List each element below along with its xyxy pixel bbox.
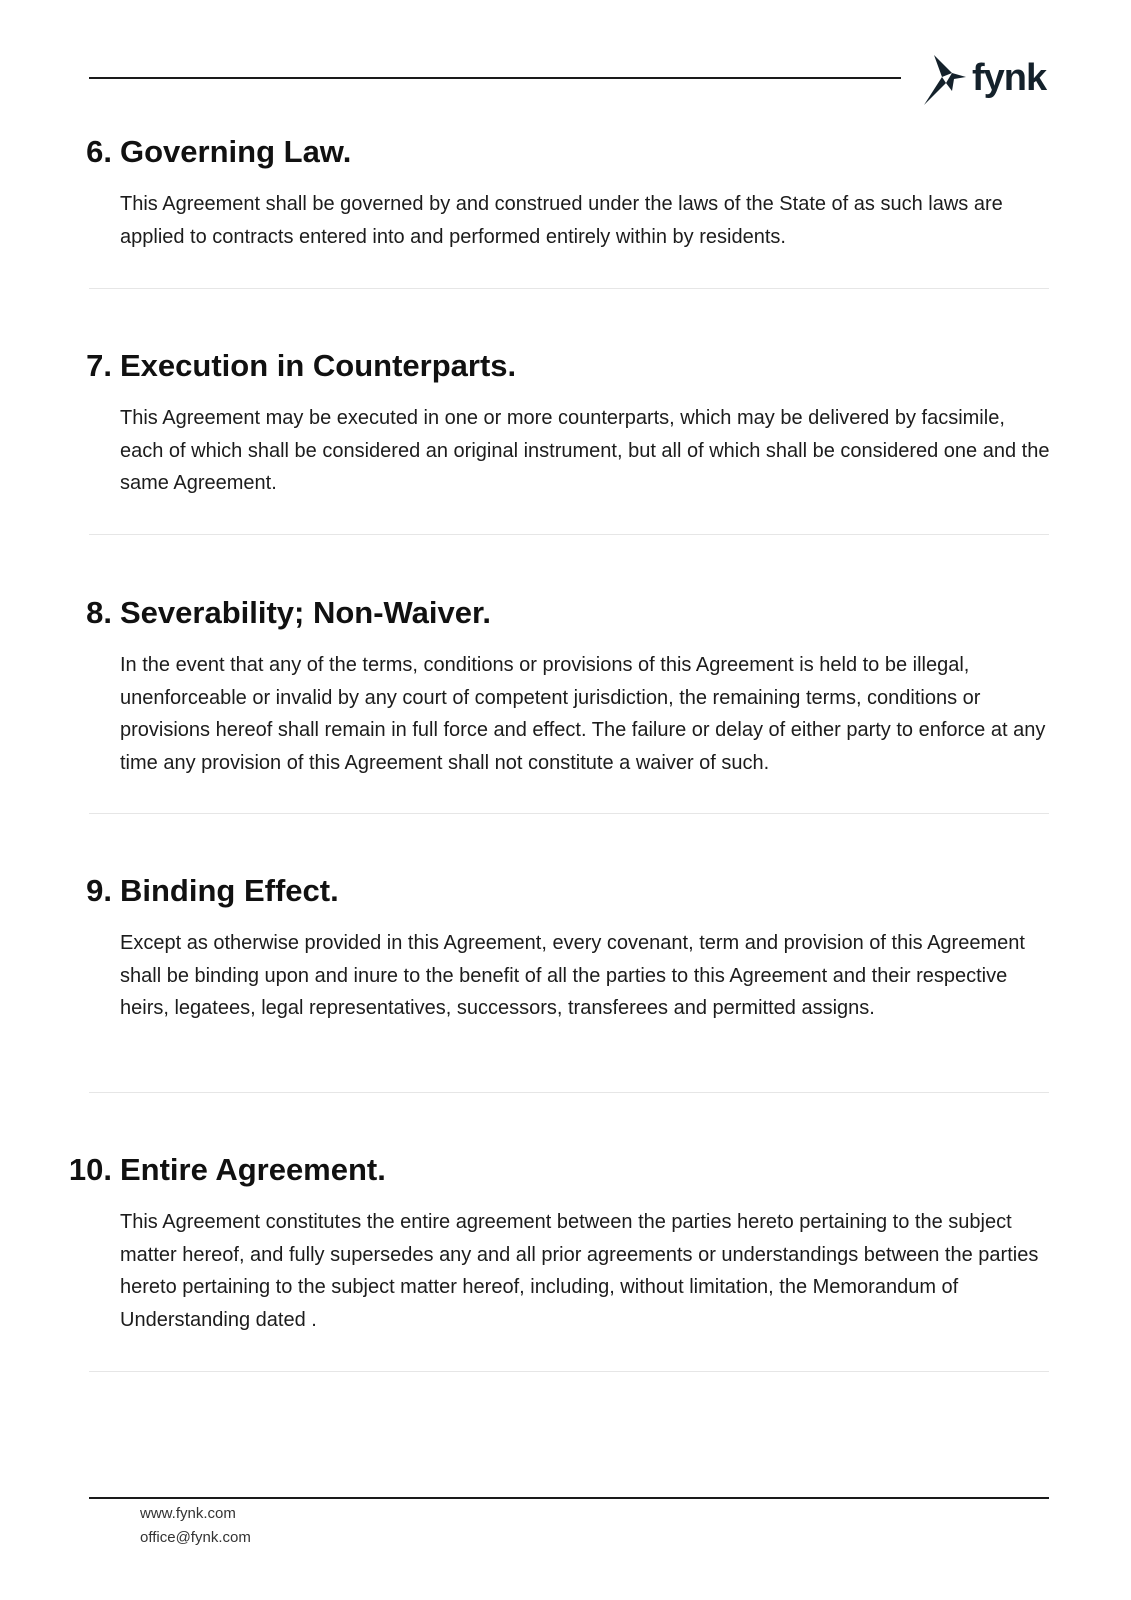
section-heading: Severability; Non-Waiver. (120, 595, 491, 630)
section-title (0, 593, 1131, 633)
section-number: 9. (86, 873, 112, 908)
section-heading: Binding Effect. (120, 873, 339, 908)
section-title (0, 1150, 1131, 1190)
fynk-logo (922, 52, 1046, 107)
section-number: 8. (86, 595, 112, 630)
section-number: 6. (86, 134, 112, 169)
section-heading: Execution in Counterparts. (120, 348, 517, 383)
section-divider (89, 813, 1049, 814)
section-body: Except as otherwise provided in this Agreement, every covenant, term and provision of this Agreement shall be binding upon and inure to the benefit of all the parties to this Agreement and their respective heirs, legatees, legal representatives, successors, transferees and permitted assigns. (120, 932, 1025, 1019)
section-number: 10. (68, 1152, 112, 1187)
section-title (0, 132, 1131, 172)
bird-icon (922, 53, 968, 107)
section-divider (89, 534, 1049, 535)
section-heading: Entire Agreement. (120, 1152, 386, 1187)
section-body: This Agreement may be executed in one or more counterparts, which may be delivered by facsimile, each of which shall be considered an original instrument, but all of which shall be considered one and the same Agreement. (120, 407, 1050, 494)
section-title (0, 346, 1131, 386)
section-divider (89, 1371, 1049, 1372)
section-divider (89, 1092, 1049, 1093)
section-body: This Agreement constitutes the entire agreement between the parties hereto pertaining to the subject matter hereof, and fully supersedes any and all prior agreements or understandings between the parties hereto pertaining to the subject matter hereof, including, without limitation, the Memorandum of Understanding dated . (120, 1211, 1039, 1331)
section-number: 7. (86, 348, 112, 383)
header-rule (89, 77, 901, 79)
logo-text: fynk (972, 56, 1047, 99)
section-body: This Agreement shall be governed by and construed under the laws of the State of as such laws are applied to contracts entered into and performed entirely within by residents. (120, 193, 1003, 248)
section-title (0, 871, 1131, 911)
footer-rule (89, 1497, 1049, 1499)
section-body: In the event that any of the terms, conditions or provisions of this Agreement is held to be illegal, unenforceable or invalid by any court of competent jurisdiction, the remaining terms, conditions or provisions hereof shall remain in full force and effect. The failure or delay of either party to enforce at any time any provision of this Agreement shall not constitute a waiver of such. (120, 654, 1046, 774)
section-divider (89, 288, 1049, 289)
footer-website-link[interactable]: www.fynk.com (140, 1505, 236, 1522)
footer-email-link[interactable]: office@fynk.com (140, 1529, 251, 1546)
section-heading: Governing Law. (120, 134, 352, 169)
